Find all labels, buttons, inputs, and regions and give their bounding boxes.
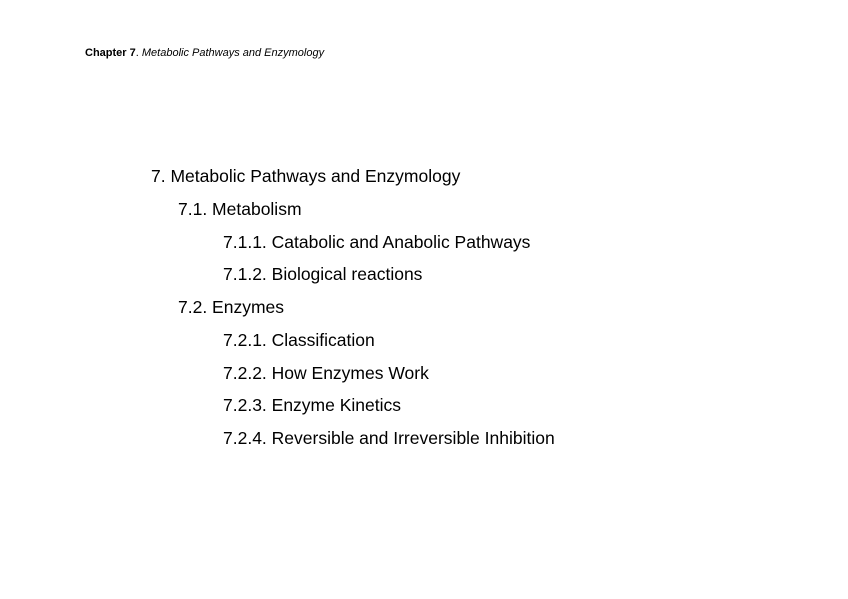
chapter-title: Metabolic Pathways and Enzymology [141, 47, 325, 59]
toc-entry-subsection-inhibition: 7.2.4. Reversible and Irreversible Inhibition [223, 428, 555, 448]
toc-entry-subsection-enzyme-kinetics: 7.2.3. Enzyme Kinetics [223, 395, 401, 415]
toc-entry-section-enzymes: 7.2. Enzymes [178, 297, 285, 317]
chapter-label: Chapter 7 [85, 47, 136, 59]
toc-entry-subsection-biological-reactions: 7.1.2. Biological reactions [223, 264, 423, 284]
toc-entry-section-metabolism: 7.1. Metabolism [178, 199, 302, 219]
chapter-separator: . [135, 47, 139, 59]
toc-entry-subsection-catabolic-anabolic: 7.1.1. Catabolic and Anabolic Pathways [223, 232, 531, 252]
toc-entry-chapter: 7. Metabolic Pathways and Enzymology [151, 166, 461, 186]
toc-entry-subsection-classification: 7.2.1. Classification [223, 330, 375, 350]
toc-entry-subsection-how-enzymes-work: 7.2.2. How Enzymes Work [223, 363, 429, 383]
running-header [85, 46, 324, 60]
